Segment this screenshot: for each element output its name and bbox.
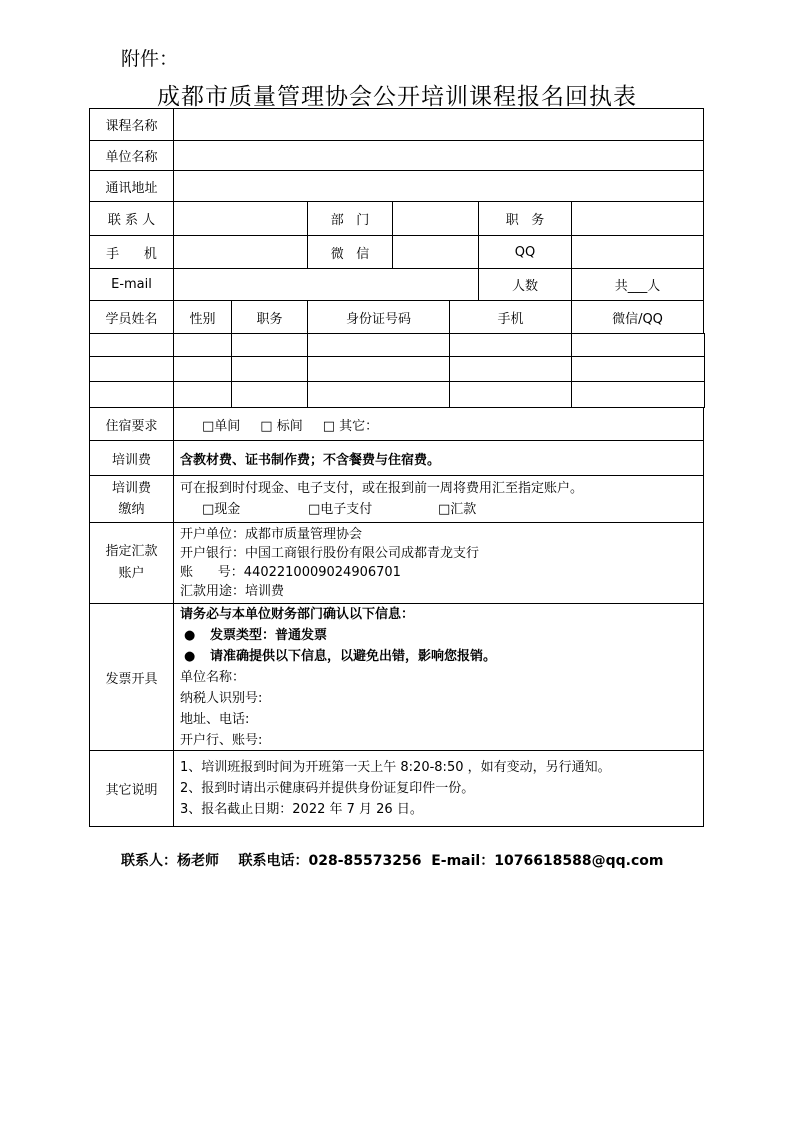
invoice-field-bank-account: 开户行、账号: [180,732,263,748]
notes-content [173,750,704,827]
label-email: E-mail [89,268,174,301]
label-mobile: 手 机 [89,235,174,269]
label-position: 职 务 [478,201,572,236]
accommodation-options [173,407,704,441]
header-id-number: 身份证号码 [307,300,450,334]
invoice-field-address-phone: 地址、电话: [180,711,250,727]
label-unit-name: 单位名称 [89,140,174,171]
checkbox-transfer[interactable]: □汇款 [438,502,477,517]
mobile-field[interactable] [173,235,308,269]
label-payment [89,475,174,523]
label-payment-line1: 培训费 [111,481,151,496]
label-address: 通讯地址 [89,170,174,202]
note-1: 1、培训班报到时间为开班第一天上午 8:20-8:50 ，如有变动，另行通知。 [180,760,611,775]
address-field[interactable] [173,170,704,202]
label-account-line1: 指定汇款 [105,544,158,559]
label-training-fee: 培训费 [89,440,174,476]
account-bank: 开户银行：中国工商银行股份有限公司成都青龙支行 [180,546,480,561]
note-2: 2、报到时请出示健康码并提供身份证复印件一份。 [180,781,475,796]
contact-person-field[interactable] [173,201,308,236]
label-invoice: 发票开具 [89,603,174,751]
payment-options [180,499,476,520]
footer-contact [121,850,664,870]
department-field[interactable] [392,201,479,236]
invoice-bullet-accuracy [180,646,496,667]
account-info [173,522,704,604]
registration-form-table [89,108,704,826]
invoice-notice: 请务必与本单位财务部门确认以下信息： [180,606,415,622]
label-contact-person: 联 系 人 [89,201,174,236]
invoice-type-text: 发票类型：普通发票 [210,627,328,643]
student-row-3-cell-4[interactable] [307,381,450,408]
header-gender: 性别 [173,300,232,334]
student-row-2-cell-4[interactable] [307,356,450,382]
header-wechat-qq: 微信/QQ [571,300,704,334]
label-course-name: 课程名称 [89,108,174,141]
payment-text: 可在报到时付现金、电子支付，或在报到前一周将费用汇至指定账户。 [180,481,584,496]
student-row-2-cell-3[interactable] [231,356,308,382]
training-fee-text: 含教材费、证书制作费；不含餐费与住宿费。 [173,440,704,476]
label-wechat: 微 信 [307,235,393,269]
invoice-info [173,603,704,751]
qq-field[interactable] [571,235,704,269]
header-student-name: 学员姓名 [89,300,174,334]
student-row-3-cell-1[interactable] [89,381,174,408]
student-row-1-cell-3[interactable] [231,333,308,357]
student-row-2-cell-5[interactable] [449,356,572,382]
student-row-3-cell-2[interactable] [173,381,232,408]
email-field[interactable] [173,268,479,301]
wechat-field[interactable] [392,235,479,269]
headcount-field[interactable]: 共___人 [571,268,704,301]
student-row-2-cell-2[interactable] [173,356,232,382]
form-title: 成都市质量管理协会公开培训课程报名回执表 [157,84,637,110]
checkbox-e-payment[interactable]: □电子支付 [308,502,373,517]
label-account [89,522,174,604]
header-mobile: 手机 [449,300,572,334]
label-department: 部 门 [307,201,393,236]
note-3: 3、报名截止日期：2022 年 7 月 26 日。 [180,802,423,817]
label-payment-line2: 缴纳 [118,502,145,517]
label-notes: 其它说明 [89,750,174,827]
footer-contact-person: 联系人：杨老师 [121,853,219,869]
checkbox-cash[interactable]: □现金 [202,502,241,517]
label-qq: QQ [478,235,572,269]
invoice-field-tax-id: 纳税人识别号: [180,690,263,706]
footer-phone: 联系电话：028-85573256 [238,853,422,869]
label-headcount: 人数 [478,268,572,301]
student-row-2-cell-1[interactable] [89,356,174,382]
student-row-1-cell-2[interactable] [173,333,232,357]
payment-content [173,475,704,523]
bullet-icon: ● [184,627,196,643]
position-field[interactable] [571,201,704,236]
student-row-1-cell-4[interactable] [307,333,450,357]
header-position: 职务 [231,300,308,334]
label-account-line2: 账户 [118,566,145,581]
student-row-3-cell-5[interactable] [449,381,572,408]
student-row-1-cell-1[interactable] [89,333,174,357]
invoice-field-unit: 单位名称： [180,669,246,685]
student-row-2-cell-6[interactable] [571,356,705,382]
unit-name-field[interactable] [173,140,704,171]
invoice-bullet-type [180,625,327,646]
student-row-1-cell-5[interactable] [449,333,572,357]
checkbox-single-room[interactable]: □单间 [202,418,241,434]
account-purpose: 汇款用途：培训费 [180,584,285,599]
checkbox-other[interactable]: □ 其它： [322,418,379,434]
account-unit: 开户单位：成都市质量管理协会 [180,527,363,542]
student-row-1-cell-6[interactable] [571,333,705,357]
attachment-label: 附件： [121,48,179,70]
account-number: 账 号：4402210009024906701 [180,565,401,580]
bullet-icon: ● [184,648,196,664]
student-row-3-cell-6[interactable] [571,381,705,408]
footer-email: E-mail：1076618588@qq.com [431,853,664,869]
course-name-field[interactable] [173,108,704,141]
student-row-3-cell-3[interactable] [231,381,308,408]
invoice-accuracy-text: 请准确提供以下信息，以避免出错，影响您报销。 [210,648,497,664]
checkbox-standard-room[interactable]: □ 标间 [260,418,303,434]
label-accommodation: 住宿要求 [89,407,174,441]
